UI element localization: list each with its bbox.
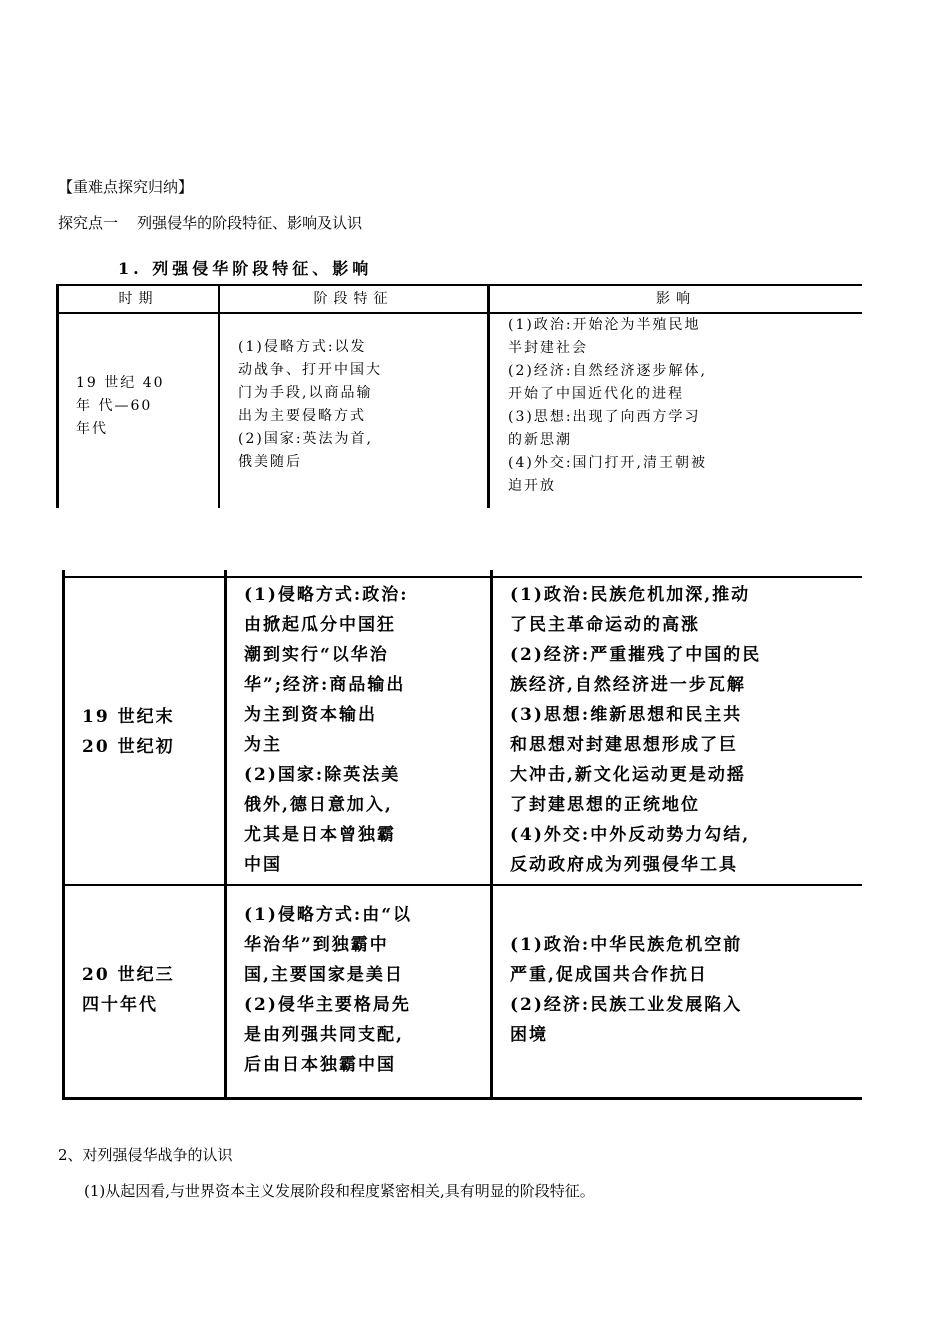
text-line: 大冲击,新文化运动更是动摇 <box>510 765 746 785</box>
row2-period <box>82 702 222 762</box>
table-border <box>62 570 65 1100</box>
text-line: 尤其是日本曾独霸 <box>244 825 396 845</box>
table-border <box>56 284 862 286</box>
text-line: 迫开放 <box>508 478 556 494</box>
text-line: 国,主要国家是美日 <box>244 965 404 985</box>
text-line: 华治华”到独霸中 <box>244 935 389 955</box>
text-line: (1)政治:中华民族危机空前 <box>510 935 743 955</box>
row3-features <box>244 900 488 1080</box>
table-border <box>218 284 220 508</box>
text-line: 19 世纪末 <box>82 707 175 727</box>
text-line: 族经济,自然经济进一步瓦解 <box>510 675 746 695</box>
text-line: 四十年代 <box>82 995 158 1015</box>
header-period: 时期 <box>118 291 159 307</box>
text-line: (1)侵略方式:政治: <box>244 585 409 605</box>
text-line: (2)经济:自然经济逐步解体, <box>508 363 707 379</box>
row1-features <box>238 336 486 474</box>
text-line: 动战争、打开中国大 <box>238 362 382 378</box>
text-line: 20 世纪三 <box>82 965 175 985</box>
text-line: 困境 <box>510 1025 548 1045</box>
header-impact: 影响 <box>656 291 696 307</box>
cognition-title: 2、对列强侵华战争的认识 <box>58 1146 233 1164</box>
text-line: 由掀起瓜分中国狂 <box>244 615 396 635</box>
text-line: (2)侵华主要格局先 <box>244 995 411 1015</box>
cognition-item-1: (1)从起因看,与世界资本主义发展阶段和程度紧密相关,具有明显的阶段特征。 <box>84 1182 595 1200</box>
text-line: 后由日本独霸中国 <box>244 1055 396 1075</box>
table1-caption: 1. 列强侵华阶段特征、影响 <box>118 259 373 278</box>
text-line: 出为主要侵略方式 <box>238 408 366 424</box>
text-line: 开始了中国近代化的进程 <box>508 386 684 402</box>
text-line: 了封建思想的正统地位 <box>510 795 700 815</box>
text-line: (1)侵略方式:以发 <box>238 339 367 355</box>
table-1 <box>56 284 862 508</box>
text-line: 了民主革命运动的高涨 <box>510 615 700 635</box>
text-line: 潮到实行“以华治 <box>244 645 389 665</box>
text-line: 门为手段,以商品输 <box>238 385 373 401</box>
text-line: 为主到资本输出 <box>244 705 377 725</box>
row1-impact <box>508 314 860 498</box>
text-line: 严重,促成国共合作抗日 <box>510 965 708 985</box>
text-line: 半封建社会 <box>508 340 588 356</box>
row3-impact <box>510 930 860 1050</box>
table-border <box>62 884 862 886</box>
text-line: (2)国家:除英法美 <box>244 765 401 785</box>
table-2 <box>62 570 862 1100</box>
text-line: 年 代—60 <box>76 398 153 414</box>
header-features: 阶段特征 <box>313 291 394 307</box>
row1-period <box>76 372 216 441</box>
text-line: (1)侵略方式:由“以 <box>244 905 412 925</box>
text-line: (3)思想:出现了向西方学习 <box>508 409 701 425</box>
row3-period <box>82 960 222 1020</box>
text-line: 20 世纪初 <box>82 737 175 757</box>
table-border <box>490 570 493 1100</box>
table-border <box>56 284 59 508</box>
text-line: (3)思想:维新思想和民主共 <box>510 705 743 725</box>
text-line: (4)外交:中外反动势力勾结, <box>510 825 751 845</box>
table-border <box>62 576 862 578</box>
text-line: (1)政治:民族危机加深,推动 <box>510 585 751 605</box>
text-line: 为主 <box>244 735 282 755</box>
row2-impact <box>510 580 860 880</box>
text-line: (2)经济:严重摧残了中国的民 <box>510 645 762 665</box>
table-border <box>62 1097 862 1100</box>
row2-features <box>244 580 488 880</box>
text-line: (2)经济:民族工业发展陷入 <box>510 995 743 1015</box>
text-line: 反动政府成为列强侵华工具 <box>510 855 738 875</box>
table-border <box>224 570 227 1100</box>
text-line: 华”;经济:商品输出 <box>244 675 406 695</box>
text-line: 的新思潮 <box>508 432 572 448</box>
text-line: 俄外,德日意加入, <box>244 795 393 815</box>
text-line: 年代 <box>76 421 108 437</box>
text-line: 俄美随后 <box>238 454 302 470</box>
section-title: 【重难点探究归纳】 <box>58 178 194 196</box>
text-line: (4)外交:国门打开,清王朝被 <box>508 455 707 471</box>
text-line: 和思想对封建思想形成了巨 <box>510 735 738 755</box>
text-line: (1)政治:开始沦为半殖民地 <box>508 317 701 333</box>
explore-title: 探究点一 列强侵华的阶段特征、影响及认识 <box>58 214 363 232</box>
text-line: 是由列强共同支配, <box>244 1025 404 1045</box>
text-line: (2)国家:英法为首, <box>238 431 373 447</box>
text-line: 19 世纪 40 <box>76 375 165 391</box>
table-border <box>487 284 490 508</box>
text-line: 中国 <box>244 855 282 875</box>
